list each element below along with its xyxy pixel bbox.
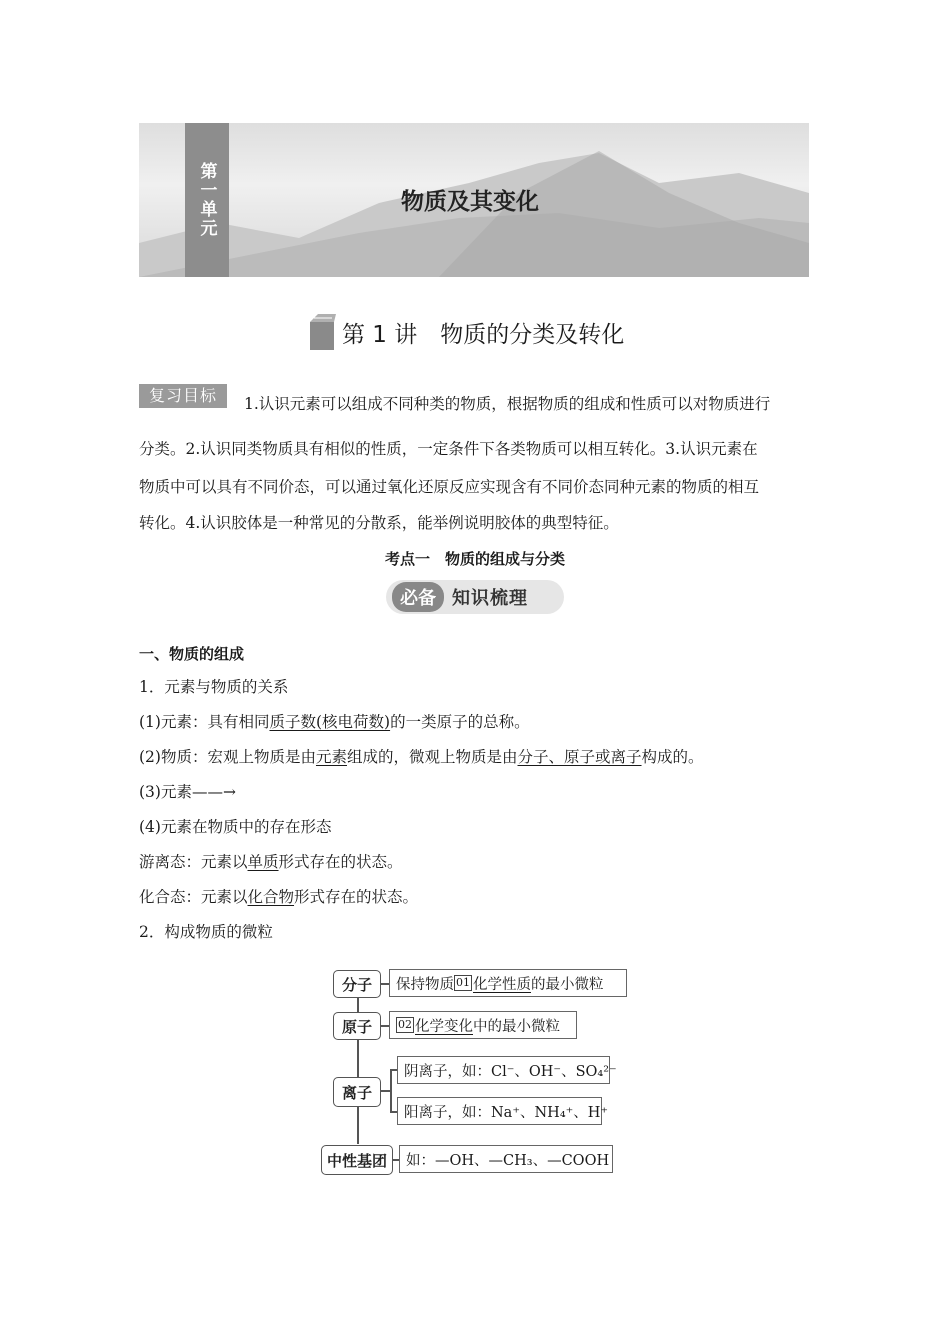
subheading-particles: 2．构成物质的微粒 — [139, 923, 273, 941]
answer-chemical-change: 化学变化 — [415, 1018, 473, 1035]
text: 构成的。 — [641, 748, 704, 766]
goals-line-1: 1.认识元素可以组成不同种类的物质，根据物质的组成和性质可以对物质进行 — [244, 395, 771, 413]
text: 保持物质 — [396, 976, 454, 993]
text: 中的最小微粒 — [473, 1018, 560, 1035]
text: 游离态：元素以 — [139, 853, 248, 871]
answer-proton-number: 质子数(核电荷数) — [269, 713, 391, 731]
existence-forms: (4)元素在物质中的存在形态 — [139, 818, 332, 836]
answer-element: 元素 — [315, 748, 347, 766]
answer-chemical-property: 化学性质 — [473, 976, 531, 993]
free-state — [139, 852, 403, 872]
knowledge-badge — [386, 580, 564, 614]
atom-desc — [389, 1011, 577, 1039]
text: 化合态：元素以 — [139, 888, 248, 906]
text: 的最小微粒 — [531, 976, 604, 993]
badge-pill: 必备 — [392, 582, 444, 612]
neutral-group-desc: 如：—OH、—CH₃、—COOH — [399, 1145, 613, 1173]
anion-desc: 阴离子，如：Cl⁻、OH⁻、SO₄²⁻ — [397, 1056, 610, 1084]
neutral-group-box: 中性基团 — [321, 1145, 393, 1175]
review-goals-tag: 复习目标 — [139, 384, 227, 408]
lesson-title: 第 1 讲 物质的分类及转化 — [342, 321, 625, 348]
unit-banner — [139, 123, 809, 277]
element-arrow-line: (3)元素——→ — [139, 783, 236, 801]
goals-line-2: 分类。2.认识同类物质具有相似的性质，一定条件下各类物质可以相互转化。3.认识元素在 — [139, 440, 758, 458]
text: (2)物质：宏观上物质是由 — [139, 748, 316, 766]
molecule-desc — [389, 969, 627, 997]
goals-line-4: 转化。4.认识胶体是一种常见的分散系，能举例说明胶体的典型特征。 — [139, 514, 619, 532]
book-icon — [308, 314, 336, 350]
text: 的一类原子的总称。 — [390, 713, 530, 731]
text: (1)元素：具有相同 — [139, 713, 270, 731]
answer-particles: 分子、原子或离子 — [517, 748, 642, 766]
connector — [381, 1090, 391, 1092]
text: 形式存在的状态。 — [278, 853, 403, 871]
combined-state — [139, 887, 418, 907]
badge-text: 知识梳理 — [452, 588, 528, 609]
atom-box: 原子 — [333, 1012, 381, 1040]
lesson-heading — [308, 312, 624, 352]
answer-compound: 化合物 — [247, 888, 295, 906]
unit-label: 第一单元 — [185, 123, 229, 277]
unit-title: 物质及其变化 — [401, 188, 539, 215]
text: 组成的，微观上物质是由 — [346, 748, 518, 766]
molecule-box: 分子 — [333, 970, 381, 998]
ion-box: 离子 — [333, 1077, 381, 1107]
definition-substance — [139, 747, 704, 767]
blank-number: 01 — [456, 976, 470, 989]
answer-simple-substance: 单质 — [247, 853, 279, 871]
section-title: 考点一 物质的组成与分类 — [384, 550, 565, 568]
heading-composition: 一、物质的组成 — [139, 645, 245, 663]
blank-number: 02 — [398, 1018, 412, 1031]
subheading-element-substance: 1．元素与物质的关系 — [139, 678, 289, 696]
definition-element — [139, 712, 530, 732]
text: 形式存在的状态。 — [294, 888, 419, 906]
goals-line-3: 物质中可以具有不同价态，可以通过氧化还原反应实现含有不同价态同种元素的物质的相互 — [139, 478, 760, 496]
cation-desc: 阳离子，如：Na⁺、NH₄⁺、H⁺ — [397, 1097, 602, 1125]
